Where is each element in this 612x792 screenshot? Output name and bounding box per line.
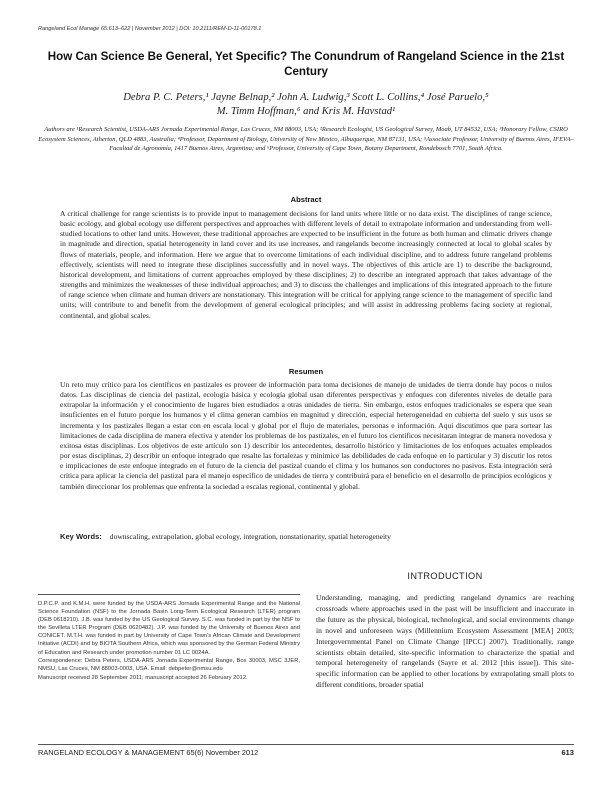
correspondence-note: Correspondence: Debra Peters, USDA-ARS Jornada Experimental Range, Box 30003, MSC 3JER, NMSU, Las Cruces, NM 88003-0003, USA. Email: debpeter@nmsu.edu <box>38 658 300 673</box>
manuscript-dates: Manuscript received 28 September 2011; manuscript accepted 26 February 2012. <box>38 674 248 681</box>
abstract-text: A critical challenge for range scientists is to provide input to management decisions for land units where little or no data exist. The disciplines of range science, basic ecology, and global ecology use different perspectives and approaches with different levels of detail to extrapolate information and understanding from well-studied locations to other land units. However, these traditional approaches are expected to be insufficient in the future as both human and climatic drivers change in magnitude and direction, spatial heterogeneity in land cover and its use increases, and rangelands become increasingly connected at local to global scales by flows of materials, people, and information. Here we argue that to overcome limitations of each individual discipline, and to address future rangeland problems effectively, scientists will need to integrate these disciplines successfully and in novel ways. The objectives of this article are 1) to describe the background, historical development, and limitations of current approaches employed by these disciplines; 2) to describe an integrated approach that takes advantage of the strengths and minimizes the weaknesses of these individual approaches; and 3) to discuss the challenges and implications of this integrated approach to the future of range science when climate and human drivers are nonstationary. This integration will be critical for applying range science to the management of specific land units; will contribute to and benefit from the development of general ecological principles; and will assist in addressing problems facing society at regional, continental, and global scales. <box>60 209 552 320</box>
page-number: 613 <box>561 748 574 757</box>
funding-note: D.P.C.P. and K.M.H. were funded by the USDA-ARS Jornada Experimental Range and the National Science Foundation (NSF) to the Jornada Basin Long-Term Ecological Research (LTER) program (DEB 0618210). J.B. was funded by the US Geological Survey. S.C. was funded in part by the NSF to the Sevilleta LTER Program (DEB 0620482). J.P. was funded by the University of Buenos Aires and CONICET. M.T.H. was funded in part by University of Cape Town's African Climate and Development Initiative (ACDI) and by BIOTA Southern Africa, which was sponsored by the German Federal Ministry of Education and Research under promotion number 01 LC 0024A. <box>38 601 300 656</box>
author-affiliations: Authors are ¹Research Scientist, USDA-ARS Jornada Experimental Range, Las Cruces, NM 88003, USA; ²Research Ecologist, US Geological Survey, Moab, UT 84532, USA; ³Honorary Fellow, CSIRO Ecosystem Sciences, Atherton, QLD 4883, Australia; ⁴Professor, Department of Biology, University of New Mexico, Albuquerque, NM 87131, USA; ⁵Associate Professor, University of Buenos Aires, IFEVA–Facultad de Agronomía, 1417 Buenos Aires, Argentina; and ⁶Professor, University of Cape Town, Botany Department, Rondebosch 7701, South Africa. <box>38 126 574 153</box>
abstract-heading: Abstract <box>290 195 322 204</box>
keywords-label: Key Words: <box>60 532 102 541</box>
resumen-text: Un reto muy crítico para los científicos en pastizales es proveer de información para toma decisiones de manejo de unidades de tierra donde hay pocos o nulos datos. Las disciplinas de ciencia del pastizal, ecología básica y ecología global usan diferentes perspectivas y enfoques con diferentes niveles de detalle para extrapolar la información y el conocimiento de lugares bien estudiados a otras unidades de tierra. Sin embargo, estos enfoques tradicionales se espera que sean insuficientes en el futuro porque los humanos y el clima generan cambios en magnitud y dirección, especial heterogeneidad en cubierta del suelo y sus usos se incrementa y los pastizales llegan a estar con en escala local y global por el flujo de materiales, personas e información. Aquí discutimos que para sortear las limitaciones de cada disciplina de manera efectiva y atender los problemas de los pastizales, en el futuro los científicos necesitaran integrar de manera novedosa y exitosa estas disciplinas. Los objetivos de este artículo son 1) describir los antecedentes, desarrollo histórico y limitaciones de los enfoques actuales empleados por estas disciplinas, 2) describir un enfoque integrado que resalte las fortalezas y minimice las debilidades de cada enfoque en lo particular y 3) discutir los retos e implicaciones de este enfoque integrado en el futuro de la ciencia del pastizal cuando el clima y los humanos son conductores no pasivos. Esta integración será crítica para aplicar la ciencia del pastizal para el manejo específico de unidades de tierra y contribuirá para el beneficio en el desarrollo de principios ecológicos y también direccionar los problemas que enfrenta la sociedad a escalas regional, continental y global. <box>60 380 552 491</box>
author-line-1: Debra P. C. Peters,¹ Jayne Belnap,² John A. Ludwig,³ Scott L. Collins,⁴ José Paruelo,⁵ <box>123 92 489 103</box>
author-list <box>40 91 572 119</box>
footnotes <box>38 600 300 682</box>
author-line-2: M. Timm Hoffman,⁶ and Kris M. Havstad¹ <box>216 106 396 117</box>
keywords <box>60 532 560 542</box>
article-title: How Can Science Be General, Yet Specific? The Conundrum of Rangeland Science in the 21st Century <box>47 50 565 78</box>
footnote-rule <box>38 594 300 595</box>
keywords-text: downscaling, extrapolation, global ecology, integration, nonstationarity, spatial heterogeneity <box>109 532 391 541</box>
journal-footer: RANGELAND ECOLOGY & MANAGEMENT 65(6) November 2012 <box>38 748 259 757</box>
introduction-heading: INTRODUCTION <box>407 571 483 581</box>
running-head: Rangeland Ecol Manage 65:613–622 | November 2012 | DOI: 10.2111/REM-D-11-00178.1 <box>38 26 262 32</box>
footer-rule <box>38 744 574 745</box>
introduction-text: Understanding, managing, and predicting rangeland dynamics are reaching crossroads where approaches used in the past will be insufficient and inaccurate in the future as the physical, biological, technological, and social environments change in novel and unforeseen ways (Millennium Ecosystem Assessment [MEA] 2003; Intergovernmental Panel on Climate Change [IPCC] 2007). Traditionally, range scientists obtain detailed, site-specific information to characterize the spatial and temporal heterogeneity of rangelands (Sayre et al. 2012 [this issue]). This site-specific information can be applied to other locations by extrapolating small plots to different conditions, broader spatial <box>316 593 574 690</box>
resumen-heading: Resumen <box>288 367 324 376</box>
